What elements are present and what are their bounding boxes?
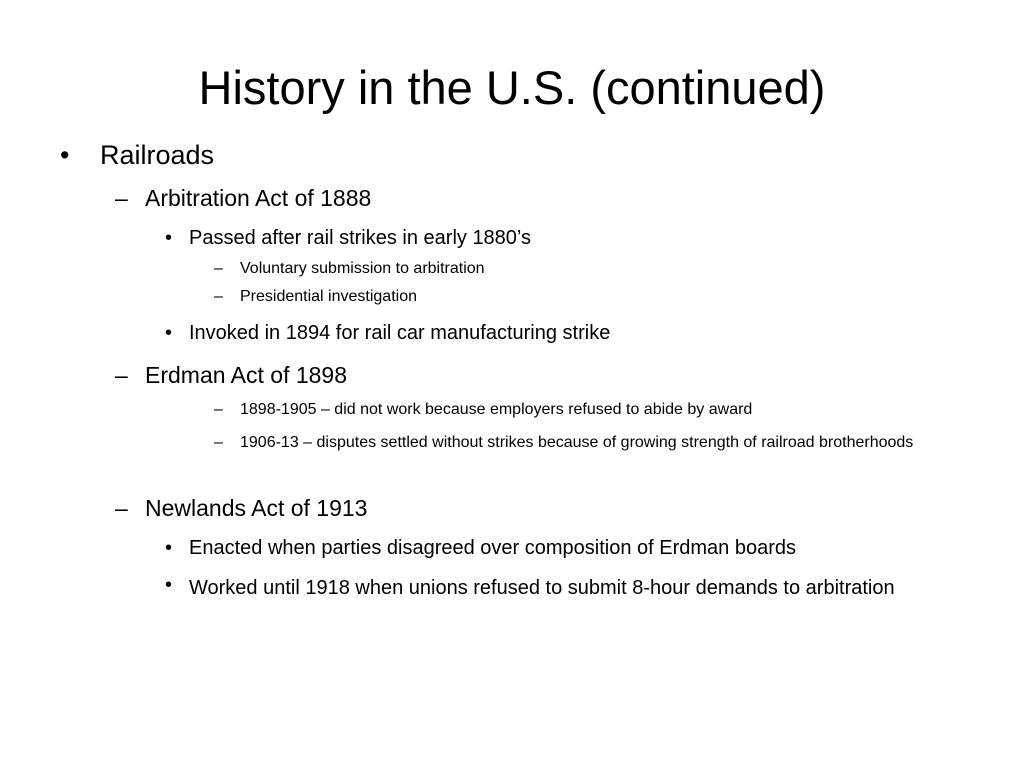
subitem-erdman-act: Erdman Act of 1898 (145, 362, 348, 388)
subitem-voluntary: Voluntary submission to arbitration (240, 260, 485, 277)
subitem-newlands-act: Newlands Act of 1913 (145, 495, 368, 521)
dash-marker: – (115, 495, 128, 521)
bullet-marker: • (165, 574, 173, 596)
dash-marker: – (214, 401, 223, 418)
subitem-passed-after: Passed after rail strikes in early 1880’s (189, 227, 532, 249)
subitem-erdman-1906: 1906-13 – disputes settled without strikes because of growing strength of railroad brotherhoods (240, 434, 914, 451)
subitem-enacted: Enacted when parties disagreed over composition of Erdman boards (189, 537, 797, 559)
bullet-marker: • (165, 227, 173, 249)
subitem-invoked: Invoked in 1894 for rail car manufacturing strike (189, 322, 611, 344)
subitem-worked-until: Worked until 1918 when unions refused to submit 8-hour demands to arbitration (189, 577, 895, 599)
subitem-presidential: Presidential investigation (240, 288, 417, 305)
dash-marker: – (214, 260, 223, 277)
dash-marker: – (214, 434, 223, 451)
subitem-arbitration-act: Arbitration Act of 1888 (145, 185, 372, 211)
bullet-marker: • (165, 322, 173, 344)
dash-marker: – (214, 288, 223, 305)
dash-marker: – (115, 185, 128, 211)
dash-marker: – (115, 362, 128, 388)
bullet-marker: • (165, 537, 173, 559)
subitem-erdman-1898: 1898-1905 – did not work because employers refused to abide by award (240, 401, 753, 418)
bullet-marker: • (60, 140, 70, 170)
bullet-railroads: Railroads (100, 140, 215, 170)
slide-title: History in the U.S. (continued) (198, 61, 826, 114)
